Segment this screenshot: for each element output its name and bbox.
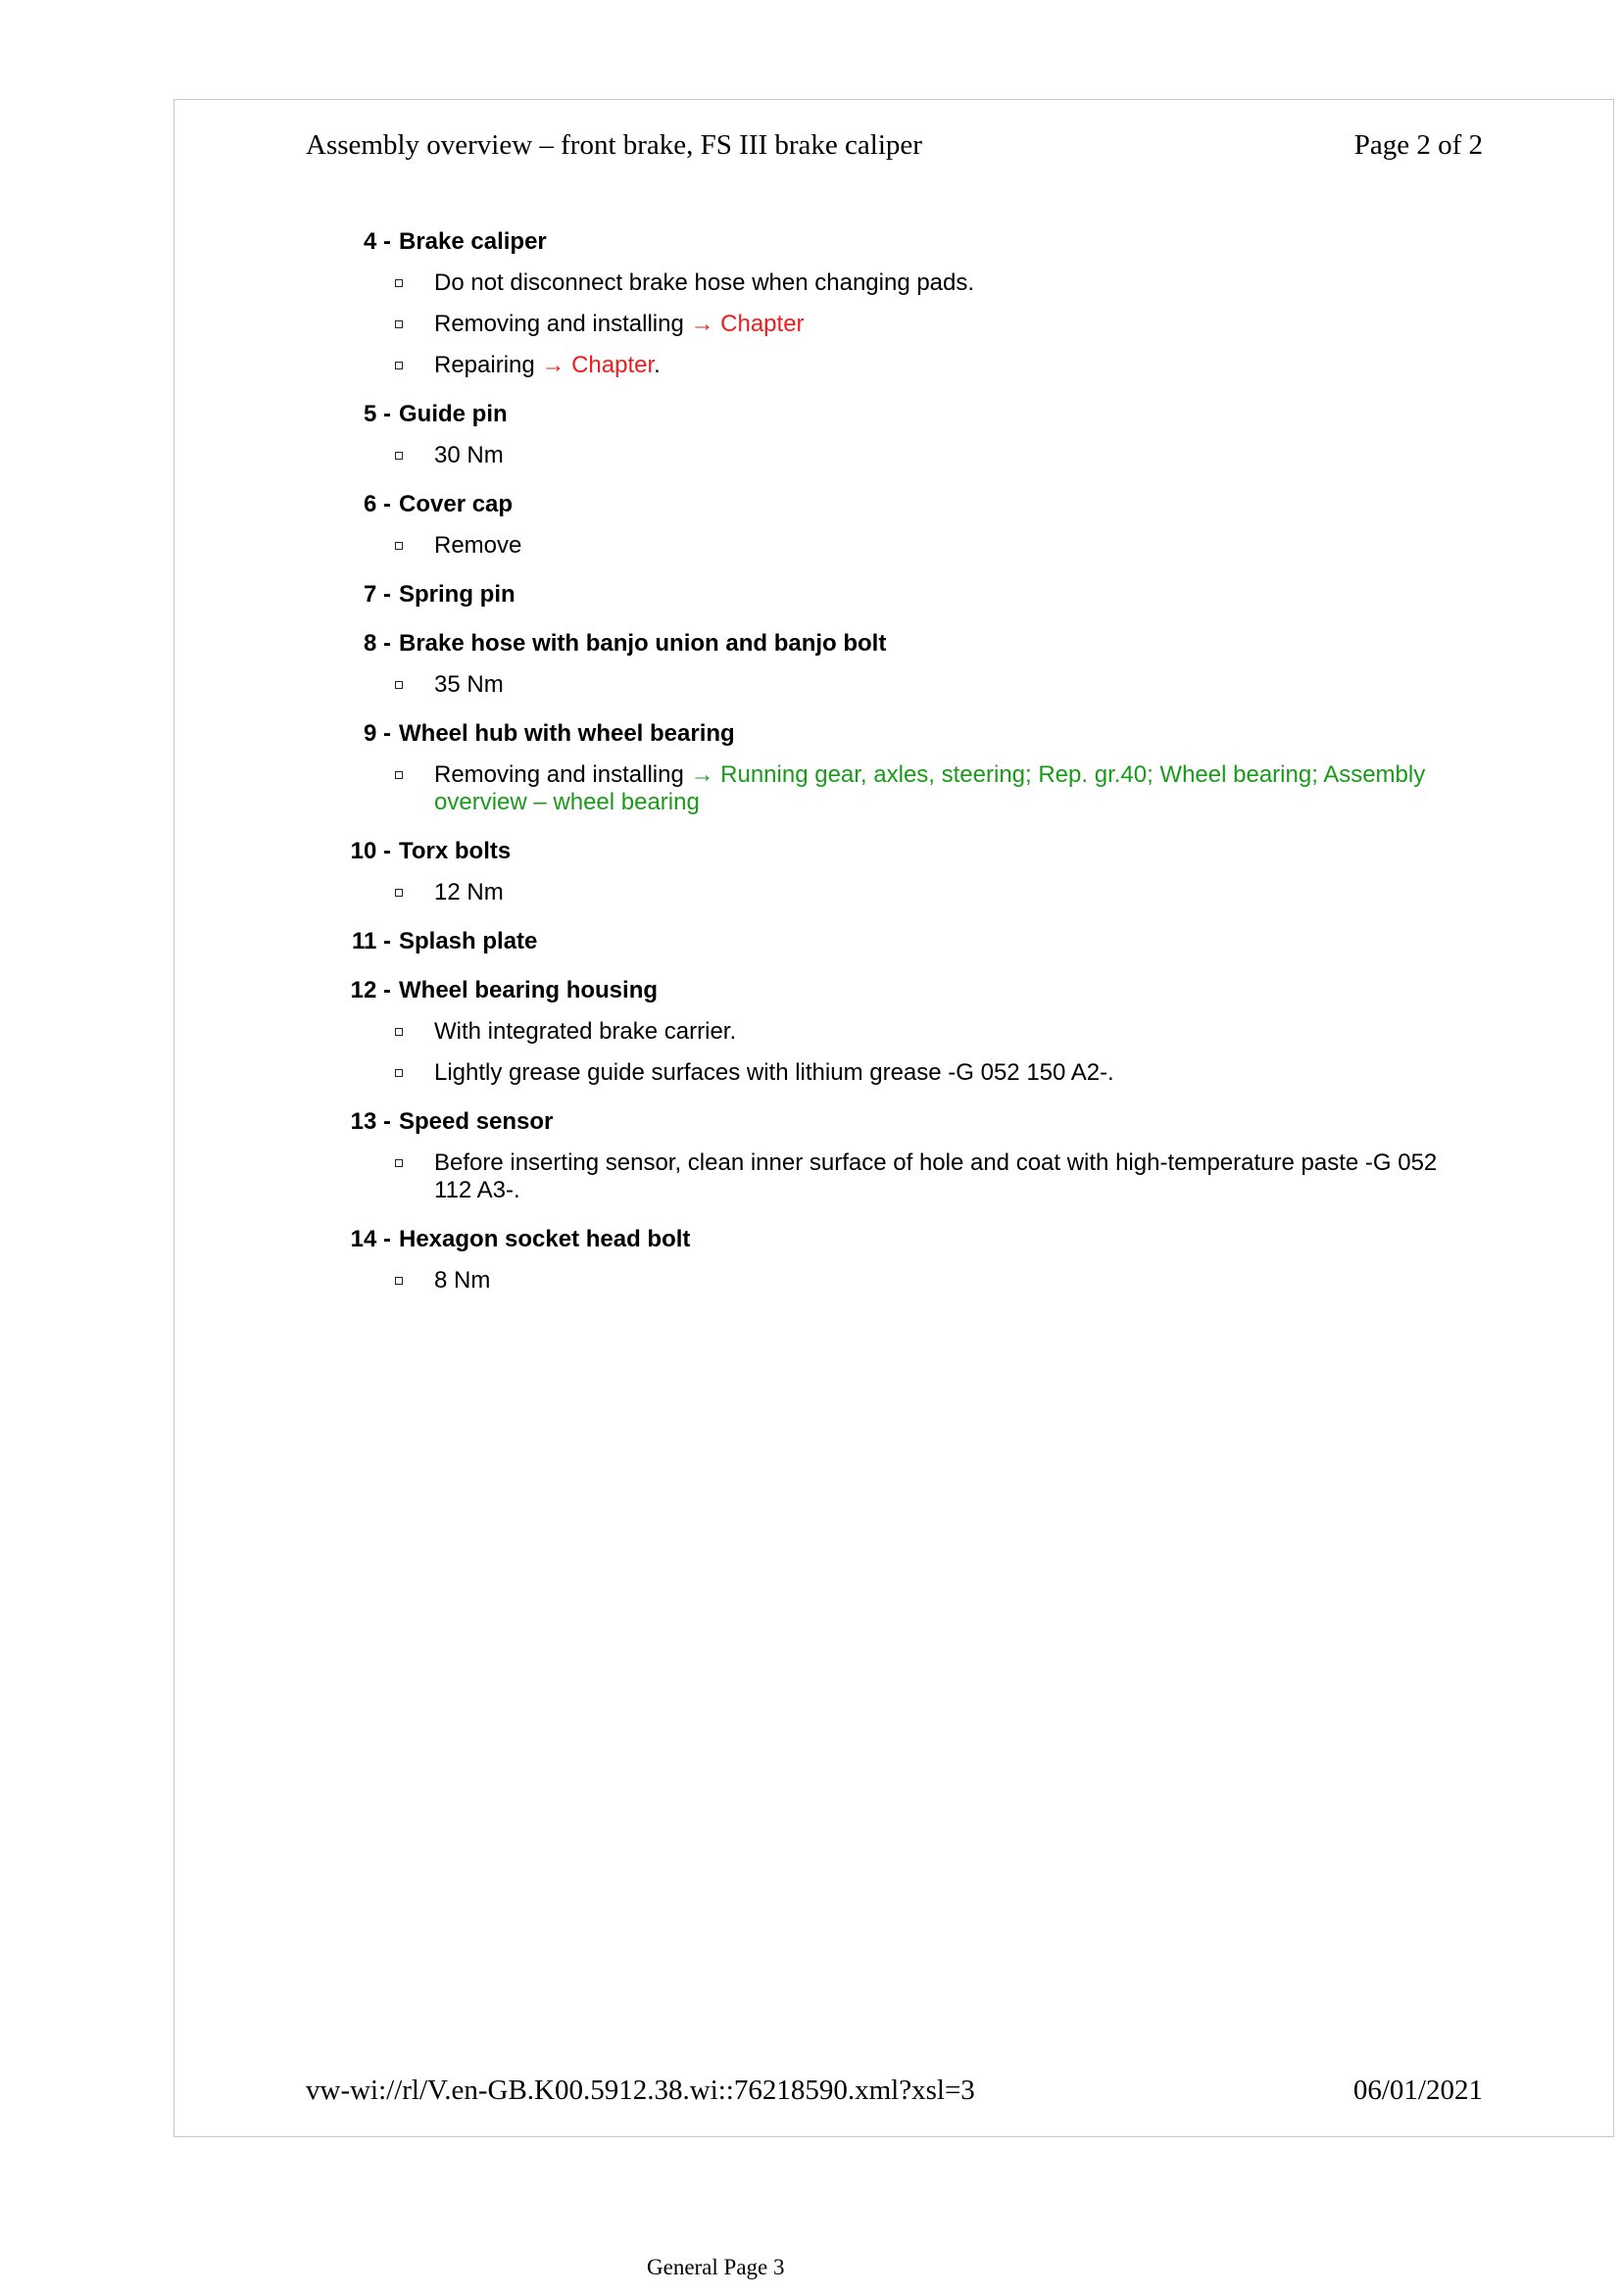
bullet-list <box>0 879 1621 906</box>
checkbox-bullet-icon <box>395 320 403 328</box>
general-page-label: General Page 3 <box>647 2255 785 2279</box>
bullet-list <box>0 1267 1621 1295</box>
item-title: Brake hose with banjo union and banjo bolt <box>399 630 887 657</box>
list-item <box>0 228 1621 379</box>
item-heading <box>0 630 1621 658</box>
checkbox-bullet-icon <box>395 889 403 897</box>
checkbox-bullet-icon <box>395 362 403 369</box>
bullet-text <box>434 442 1444 469</box>
item-title: Wheel bearing housing <box>399 977 659 1003</box>
list-item <box>0 581 1621 609</box>
item-title: Splash plate <box>399 928 538 954</box>
checkbox-bullet-icon <box>395 542 403 550</box>
bullet-text <box>434 761 1444 816</box>
item-heading <box>0 720 1621 748</box>
list-item <box>0 630 1621 699</box>
checkbox-bullet-icon <box>395 1277 403 1285</box>
bullet-item <box>0 532 1424 560</box>
list-item <box>0 491 1621 560</box>
bullet-list <box>0 1018 1621 1087</box>
bullet-text <box>434 1018 1444 1046</box>
list-item <box>0 720 1621 816</box>
bullet-list <box>0 761 1621 816</box>
bullet-text <box>434 879 1444 906</box>
bullet-text <box>434 269 1444 297</box>
item-number: 10 - <box>350 838 391 864</box>
item-heading <box>0 838 1621 865</box>
bullet-plain-text: 8 Nm <box>434 1267 491 1294</box>
bullet-list <box>0 671 1621 699</box>
item-heading <box>0 581 1621 609</box>
item-title: Brake caliper <box>399 228 547 255</box>
bullet-item <box>0 442 1424 469</box>
list-item <box>0 977 1621 1087</box>
list-item <box>0 838 1621 906</box>
item-title: Torx bolts <box>399 838 512 864</box>
item-number: 11 - <box>351 928 391 954</box>
cross-reference-link[interactable]: → Running gear, axles, steering; Rep. gr.40; Wheel bearing; Assembly overview – wheel bearing <box>434 761 1426 815</box>
checkbox-bullet-icon <box>395 1159 403 1167</box>
page-number: Page 2 of 2 <box>1353 129 1483 161</box>
item-heading <box>0 928 1621 955</box>
checkbox-bullet-icon <box>395 771 403 779</box>
bullet-plain-text: Removing and installing <box>434 311 691 337</box>
document-title: Assembly overview – front brake, FS III brake caliper <box>306 129 922 161</box>
item-heading <box>0 977 1621 1004</box>
bullet-plain-text: With integrated brake carrier. <box>434 1018 737 1045</box>
item-number: 12 - <box>350 977 391 1003</box>
bullet-plain-text: Remove <box>434 532 522 559</box>
bullet-item <box>0 879 1424 906</box>
item-heading <box>0 228 1621 256</box>
list-item <box>0 1108 1621 1204</box>
bullet-text <box>434 352 1444 379</box>
item-heading <box>0 401 1621 428</box>
bullet-text <box>434 1059 1444 1087</box>
bullet-list <box>0 442 1621 469</box>
bullet-trailing-text: . <box>654 352 661 378</box>
bullet-item <box>0 1149 1438 1204</box>
item-number: 8 - <box>363 630 391 657</box>
bullet-item <box>0 311 1424 338</box>
item-title: Cover cap <box>399 491 514 517</box>
item-title: Speed sensor <box>399 1108 554 1135</box>
checkbox-bullet-icon <box>395 1069 403 1077</box>
checkbox-bullet-icon <box>395 1028 403 1036</box>
item-number: 6 - <box>363 491 391 517</box>
chapter-link[interactable]: → Chapter <box>690 311 805 337</box>
item-number: 9 - <box>363 720 391 747</box>
bullet-plain-text: Removing and installing <box>434 761 691 788</box>
bullet-text <box>434 671 1444 699</box>
item-title: Hexagon socket head bolt <box>399 1226 691 1252</box>
item-number: 7 - <box>363 581 391 608</box>
bullet-list <box>0 532 1621 560</box>
bullet-plain-text: Before inserting sensor, clean inner surface of hole and coat with high-temperature paste -G 052 112 A3-. <box>434 1149 1438 1203</box>
bullet-list <box>0 1149 1621 1204</box>
checkbox-bullet-icon <box>395 452 403 460</box>
bullet-text <box>434 1149 1444 1204</box>
bullet-plain-text: 12 Nm <box>434 879 504 905</box>
item-title: Guide pin <box>399 401 508 427</box>
bullet-text <box>434 1267 1444 1295</box>
item-number: 13 - <box>350 1108 391 1135</box>
item-number: 4 - <box>363 228 391 255</box>
checkbox-bullet-icon <box>395 279 403 287</box>
bullet-plain-text: 35 Nm <box>434 671 504 698</box>
bullet-plain-text: Do not disconnect brake hose when changing pads. <box>434 269 975 296</box>
list-item <box>0 401 1621 469</box>
bullet-item <box>0 1059 1424 1087</box>
bullet-plain-text: Repairing <box>434 352 542 378</box>
bullet-text <box>434 311 1444 338</box>
bullet-item <box>0 1267 1424 1295</box>
bullet-text <box>434 532 1444 560</box>
bullet-plain-text: 30 Nm <box>434 442 504 468</box>
list-item <box>0 1226 1621 1295</box>
item-number: 5 - <box>363 401 391 427</box>
bullet-item <box>0 269 1424 297</box>
bullet-item <box>0 761 1424 816</box>
bullet-item <box>0 352 1424 379</box>
chapter-link[interactable]: → Chapter <box>541 352 655 378</box>
bullet-item <box>0 671 1424 699</box>
bullet-plain-text: Lightly grease guide surfaces with lithium grease -G 052 150 A2-. <box>434 1059 1114 1086</box>
footer-url: vw-wi://rl/V.en-GB.K00.5912.38.wi::76218590.xml?xsl=3 <box>306 2075 975 2106</box>
bullet-list <box>0 269 1621 379</box>
component-list <box>0 228 1621 1316</box>
item-number: 14 - <box>350 1226 391 1252</box>
bullet-item <box>0 1018 1424 1046</box>
item-title: Spring pin <box>399 581 516 608</box>
footer-date: 06/01/2021 <box>1352 2075 1483 2106</box>
item-title: Wheel hub with wheel bearing <box>399 720 735 747</box>
list-item <box>0 928 1621 955</box>
checkbox-bullet-icon <box>395 681 403 689</box>
item-heading <box>0 491 1621 518</box>
item-heading <box>0 1226 1621 1253</box>
item-heading <box>0 1108 1621 1136</box>
